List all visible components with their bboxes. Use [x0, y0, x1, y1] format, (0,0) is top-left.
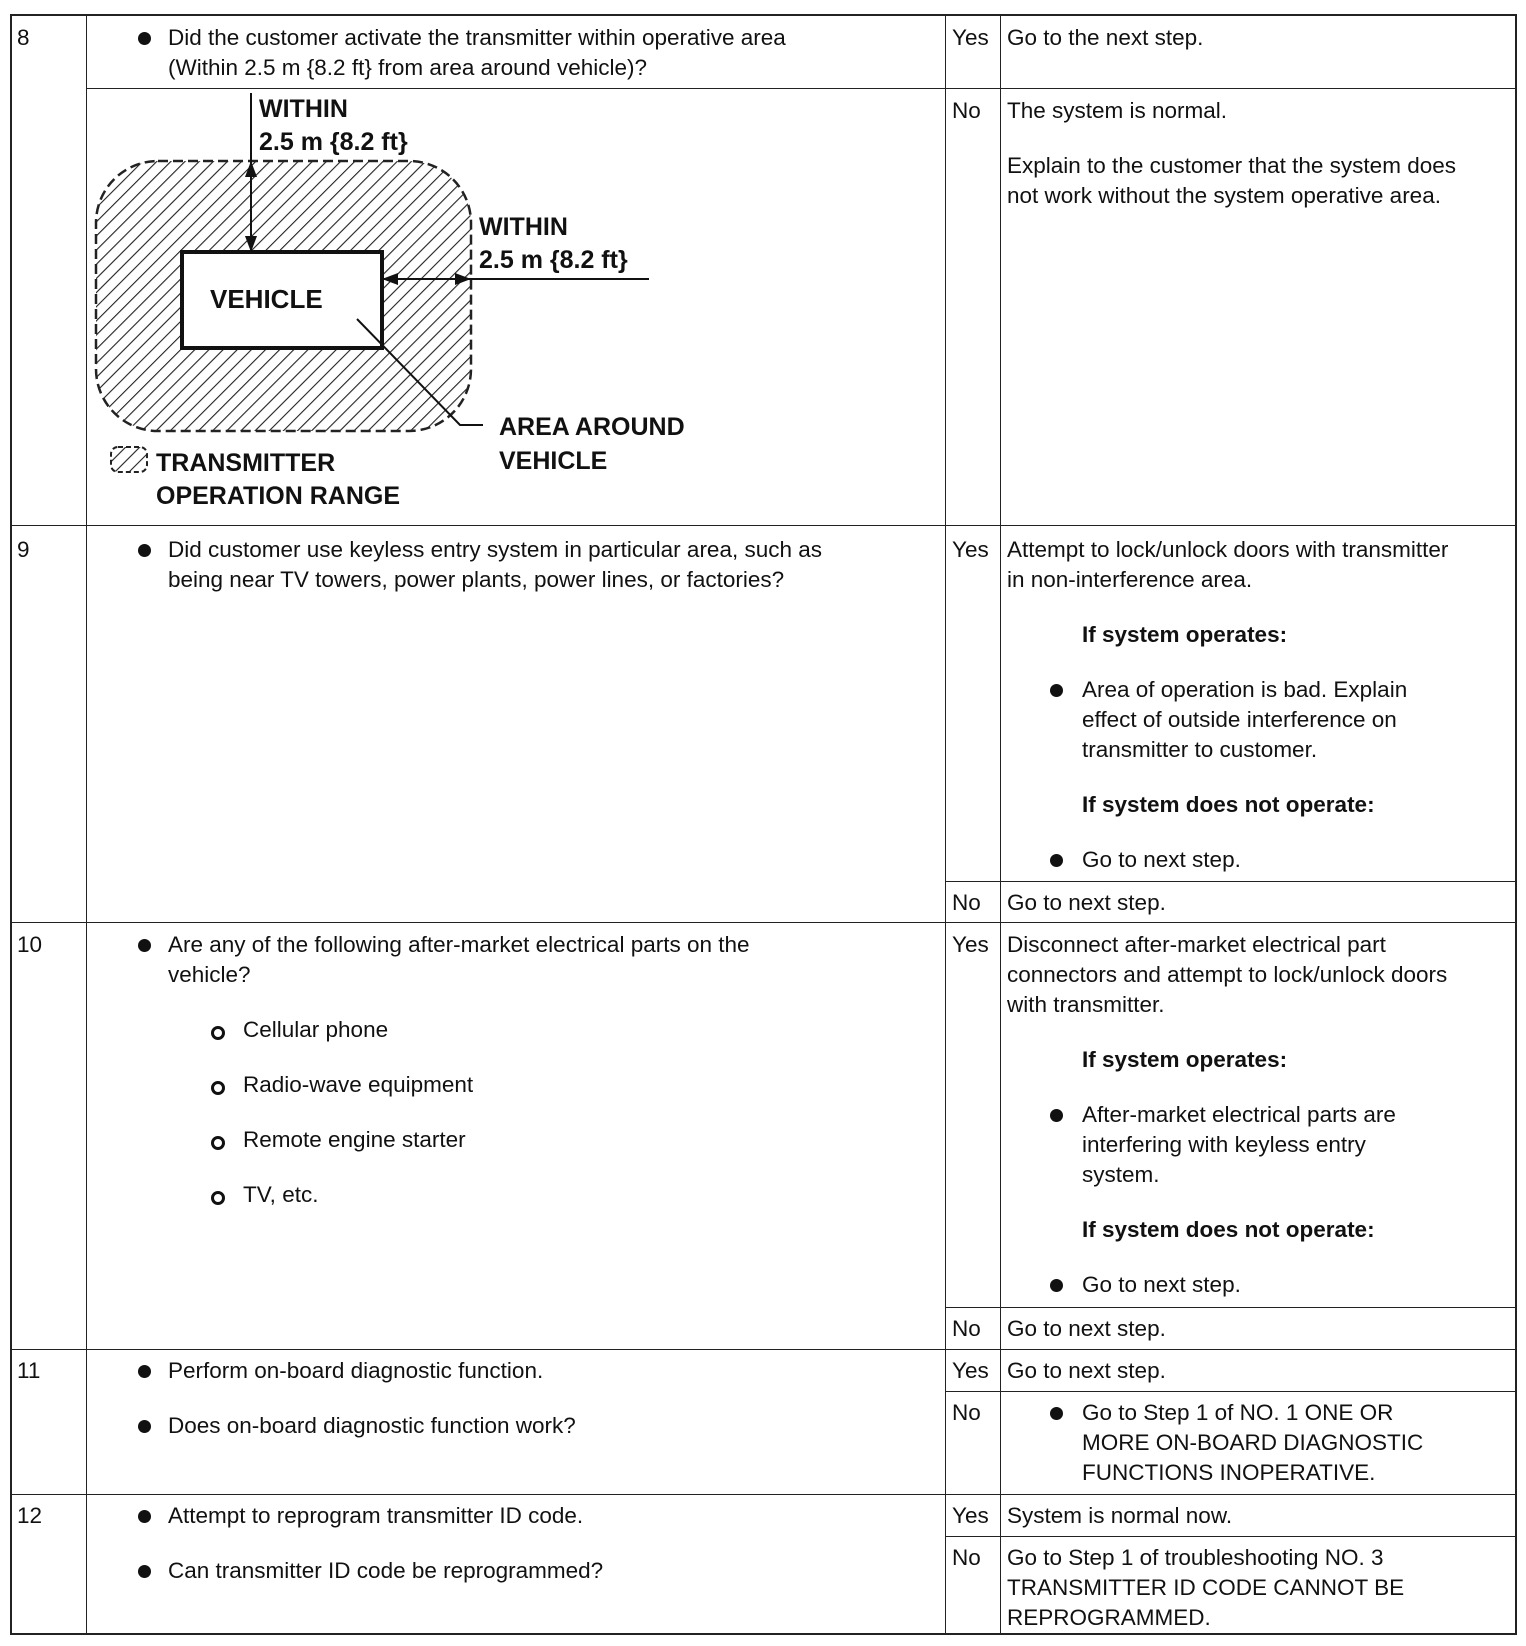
table-border-bottom: [10, 1633, 1517, 1635]
bullet-icon: [1050, 1279, 1063, 1292]
bullet-icon: [138, 32, 151, 45]
row-divider: [10, 1349, 1517, 1350]
condition-heading: If system does not operate:: [1082, 1217, 1375, 1242]
figure-label: 2.5 m {8.2 ft}: [259, 128, 408, 156]
yes-label: Yes: [952, 1358, 989, 1383]
yes-action: Attempt to lock/unlock doors with transmitter: [1007, 537, 1449, 562]
question-text: vehicle?: [168, 962, 251, 987]
figure-label: AREA AROUND: [499, 413, 685, 441]
yes-label: Yes: [952, 25, 989, 50]
figure-label: WITHIN: [259, 95, 348, 123]
no-action: The system is normal.: [1007, 98, 1228, 123]
bullet-text: system.: [1082, 1162, 1160, 1187]
row-divider: [945, 1536, 1516, 1537]
figure-label: 2.5 m {8.2 ft}: [479, 246, 628, 274]
no-label: No: [952, 1400, 981, 1425]
no-label: No: [952, 98, 981, 123]
legend-swatch: [111, 447, 147, 472]
step-number: 11: [17, 1358, 41, 1383]
no-action: TRANSMITTER ID CODE CANNOT BE: [1007, 1575, 1405, 1600]
condition-heading: If system does not operate:: [1082, 792, 1375, 817]
question-text: Does on-board diagnostic function work?: [168, 1413, 576, 1438]
row-divider: [10, 1494, 1517, 1495]
question-text: Did the customer activate the transmitter within operative area: [168, 25, 786, 50]
bullet-text: After-market electrical parts are: [1082, 1102, 1396, 1127]
bullet-icon: [1050, 1407, 1063, 1420]
bullet-text: effect of outside interference on: [1082, 707, 1397, 732]
table-border-left: [10, 14, 12, 1635]
condition-heading: If system operates:: [1082, 1047, 1288, 1072]
question-text: (Within 2.5 m {8.2 ft} from area around vehicle)?: [168, 55, 647, 80]
sub-bullet-icon: [211, 1081, 225, 1095]
row-divider: [10, 525, 1517, 526]
no-action: Go to next step.: [1007, 1316, 1166, 1341]
yes-label: Yes: [952, 1503, 989, 1528]
sub-item-text: Cellular phone: [243, 1017, 389, 1042]
yes-label: Yes: [952, 932, 989, 957]
row-divider: [945, 1307, 1516, 1308]
bullet-icon: [138, 939, 151, 952]
no-action: Go to next step.: [1007, 890, 1166, 915]
sub-item-text: Remote engine starter: [243, 1127, 466, 1152]
step-number: 9: [17, 537, 30, 562]
question-text: Did customer use keyless entry system in particular area, such as: [168, 537, 823, 562]
step-number: 10: [17, 932, 43, 957]
no-label: No: [952, 1316, 981, 1341]
no-action: Explain to the customer that the system does: [1007, 153, 1456, 178]
figure-label: VEHICLE: [499, 447, 608, 475]
yes-action: System is normal now.: [1007, 1503, 1233, 1528]
yes-action: in non-interference area.: [1007, 567, 1253, 592]
legend-label: OPERATION RANGE: [156, 482, 400, 510]
row-divider: [945, 1391, 1516, 1392]
question-text: Are any of the following after-market electrical parts on the: [168, 932, 750, 957]
question-text: Attempt to reprogram transmitter ID code.: [168, 1503, 584, 1528]
yes-action: with transmitter.: [1007, 992, 1165, 1017]
bullet-icon: [138, 1365, 151, 1378]
bullet-icon: [1050, 684, 1063, 697]
no-label: No: [952, 890, 981, 915]
step-number: 8: [17, 25, 30, 50]
bullet-icon: [1050, 854, 1063, 867]
bullet-icon: [138, 1565, 151, 1578]
row-divider: [10, 922, 1517, 923]
bullet-text: interfering with keyless entry: [1082, 1132, 1366, 1157]
table-border-top: [10, 14, 1517, 16]
question-text: Can transmitter ID code be reprogrammed?: [168, 1558, 604, 1583]
no-action: REPROGRAMMED.: [1007, 1605, 1211, 1630]
row-divider: [945, 881, 1516, 882]
bullet-icon: [138, 1420, 151, 1433]
no-action: Go to Step 1 of troubleshooting NO. 3: [1007, 1545, 1384, 1570]
yes-action: Disconnect after-market electrical part: [1007, 932, 1386, 957]
question-text: being near TV towers, power plants, power lines, or factories?: [168, 567, 785, 592]
bullet-text: Go to next step.: [1082, 1272, 1241, 1297]
bullet-text: Area of operation is bad. Explain: [1082, 677, 1408, 702]
yes-action: connectors and attempt to lock/unlock doors: [1007, 962, 1448, 987]
no-action: MORE ON-BOARD DIAGNOSTIC: [1082, 1430, 1424, 1455]
sub-item-text: TV, etc.: [243, 1182, 319, 1207]
vehicle-label: VEHICLE: [210, 284, 323, 314]
bullet-icon: [1050, 1109, 1063, 1122]
yes-action: Go to the next step.: [1007, 25, 1204, 50]
legend-label: TRANSMITTER: [156, 449, 336, 477]
bullet-icon: [138, 544, 151, 557]
no-label: No: [952, 1545, 981, 1570]
bullet-text: transmitter to customer.: [1082, 737, 1318, 762]
step-number: 12: [17, 1503, 43, 1528]
yes-label: Yes: [952, 537, 989, 562]
no-action: FUNCTIONS INOPERATIVE.: [1082, 1460, 1376, 1485]
sub-bullet-icon: [211, 1026, 225, 1040]
bullet-text: Go to next step.: [1082, 847, 1241, 872]
sub-bullet-icon: [211, 1191, 225, 1205]
no-action: not work without the system operative area.: [1007, 183, 1441, 208]
sub-bullet-icon: [211, 1136, 225, 1150]
question-text: Perform on-board diagnostic function.: [168, 1358, 544, 1383]
sub-item-text: Radio-wave equipment: [243, 1072, 474, 1097]
yes-action: Go to next step.: [1007, 1358, 1166, 1383]
figure-label: WITHIN: [479, 213, 568, 241]
bullet-icon: [138, 1510, 151, 1523]
condition-heading: If system operates:: [1082, 622, 1288, 647]
operative-area-diagram: [87, 89, 945, 525]
no-action: Go to Step 1 of NO. 1 ONE OR: [1082, 1400, 1394, 1425]
